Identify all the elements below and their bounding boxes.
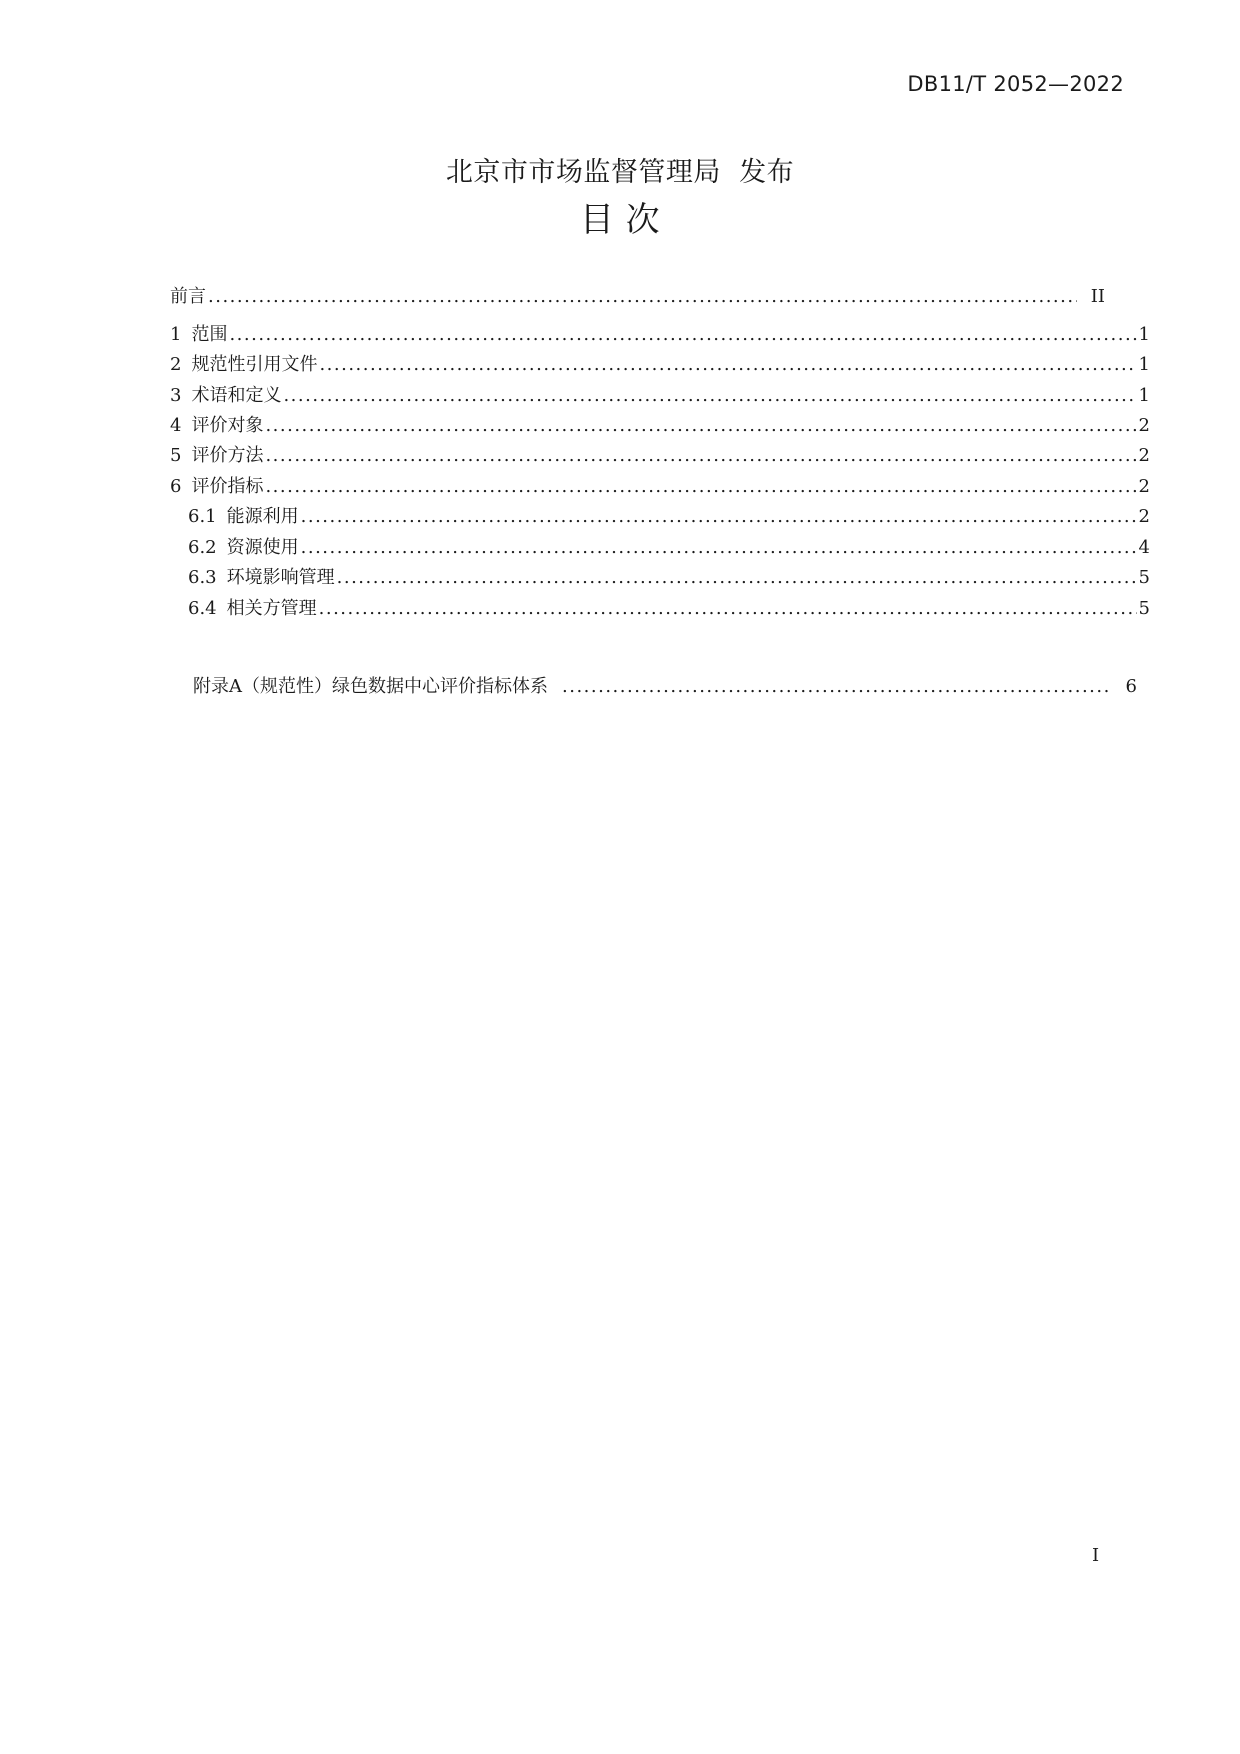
toc-entry-4[interactable] [170, 413, 1150, 439]
dot-leader [301, 504, 1137, 530]
dot-leader [301, 535, 1137, 561]
issuer-line: 北京市市场监督管理局 发布 [445, 157, 795, 188]
toc-entry-number: 4 [170, 415, 182, 436]
toc-entry-number: 6.2 [188, 537, 217, 558]
dot-leader [265, 443, 1136, 469]
toc-entry-label: 范围 [191, 324, 228, 345]
toc-entry-page: 2 [1138, 415, 1150, 436]
toc-entry-appendix-a[interactable] [193, 674, 1137, 700]
dot-leader [229, 322, 1136, 348]
toc-entry-page: 2 [1138, 445, 1150, 466]
toc-entry-page: 5 [1138, 598, 1150, 619]
dot-leader [319, 596, 1137, 622]
dot-leader [265, 413, 1136, 439]
dot-leader [208, 284, 1077, 310]
toc-entry-page: 2 [1138, 476, 1150, 497]
toc-entry-page: 1 [1138, 385, 1150, 406]
toc-entry-label: 评价对象 [191, 415, 264, 436]
toc-entry-6[interactable] [170, 474, 1150, 500]
toc-entry-5[interactable] [170, 443, 1150, 469]
toc-title: 目 次 [579, 200, 661, 240]
toc-entry-label: 术语和定义 [191, 385, 282, 406]
toc-entry-number: 5 [170, 445, 182, 466]
toc-entry-number: 3 [170, 385, 182, 406]
toc-entry-6-2[interactable] [188, 535, 1150, 561]
toc-entry-label: 附录A（规范性）绿色数据中心评价指标体系 [193, 676, 548, 697]
toc-entry-page: 2 [1138, 506, 1150, 527]
toc-entry-preface[interactable] [170, 284, 1105, 310]
toc-entry-page: II [1090, 286, 1105, 307]
toc-entry-label: 规范性引用文件 [191, 354, 318, 375]
toc-entry-number: 6.3 [188, 567, 217, 588]
toc-entry-label: 相关方管理 [226, 598, 317, 619]
dot-leader [319, 352, 1136, 378]
dot-leader [337, 565, 1137, 591]
toc-entry-number: 2 [170, 354, 182, 375]
toc-entry-3[interactable] [170, 383, 1150, 409]
toc-entry-6-1[interactable] [188, 504, 1150, 530]
document-code: DB11/T 2052—2022 [907, 72, 1124, 96]
toc-entry-page: 1 [1138, 354, 1150, 375]
toc-entry-label: 评价指标 [191, 476, 264, 497]
toc-entry-page: 5 [1138, 567, 1150, 588]
toc-entry-page: 1 [1138, 324, 1150, 345]
toc-entry-label: 资源使用 [226, 537, 299, 558]
toc-entry-label: 环境影响管理 [226, 567, 335, 588]
toc-entry-number: 6 [170, 476, 182, 497]
toc-entry-number: 6.4 [188, 598, 217, 619]
dot-leader [562, 674, 1112, 700]
toc-entry-page: 4 [1138, 537, 1150, 558]
toc-entry-label: 能源利用 [226, 506, 299, 527]
dot-leader [265, 474, 1136, 500]
toc-entry-number: 6.1 [188, 506, 217, 527]
toc-entry-2[interactable] [170, 352, 1150, 378]
dot-leader [283, 383, 1136, 409]
page-number: I [1092, 1545, 1100, 1566]
toc-entry-6-4[interactable] [188, 596, 1150, 622]
toc-entry-number: 1 [170, 324, 182, 345]
toc-entry-page: 6 [1125, 676, 1137, 697]
toc-entry-label: 评价方法 [191, 445, 264, 466]
toc-entry-1[interactable] [170, 322, 1150, 348]
toc-entry-label: 前言 [170, 286, 206, 307]
toc-entry-6-3[interactable] [188, 565, 1150, 591]
